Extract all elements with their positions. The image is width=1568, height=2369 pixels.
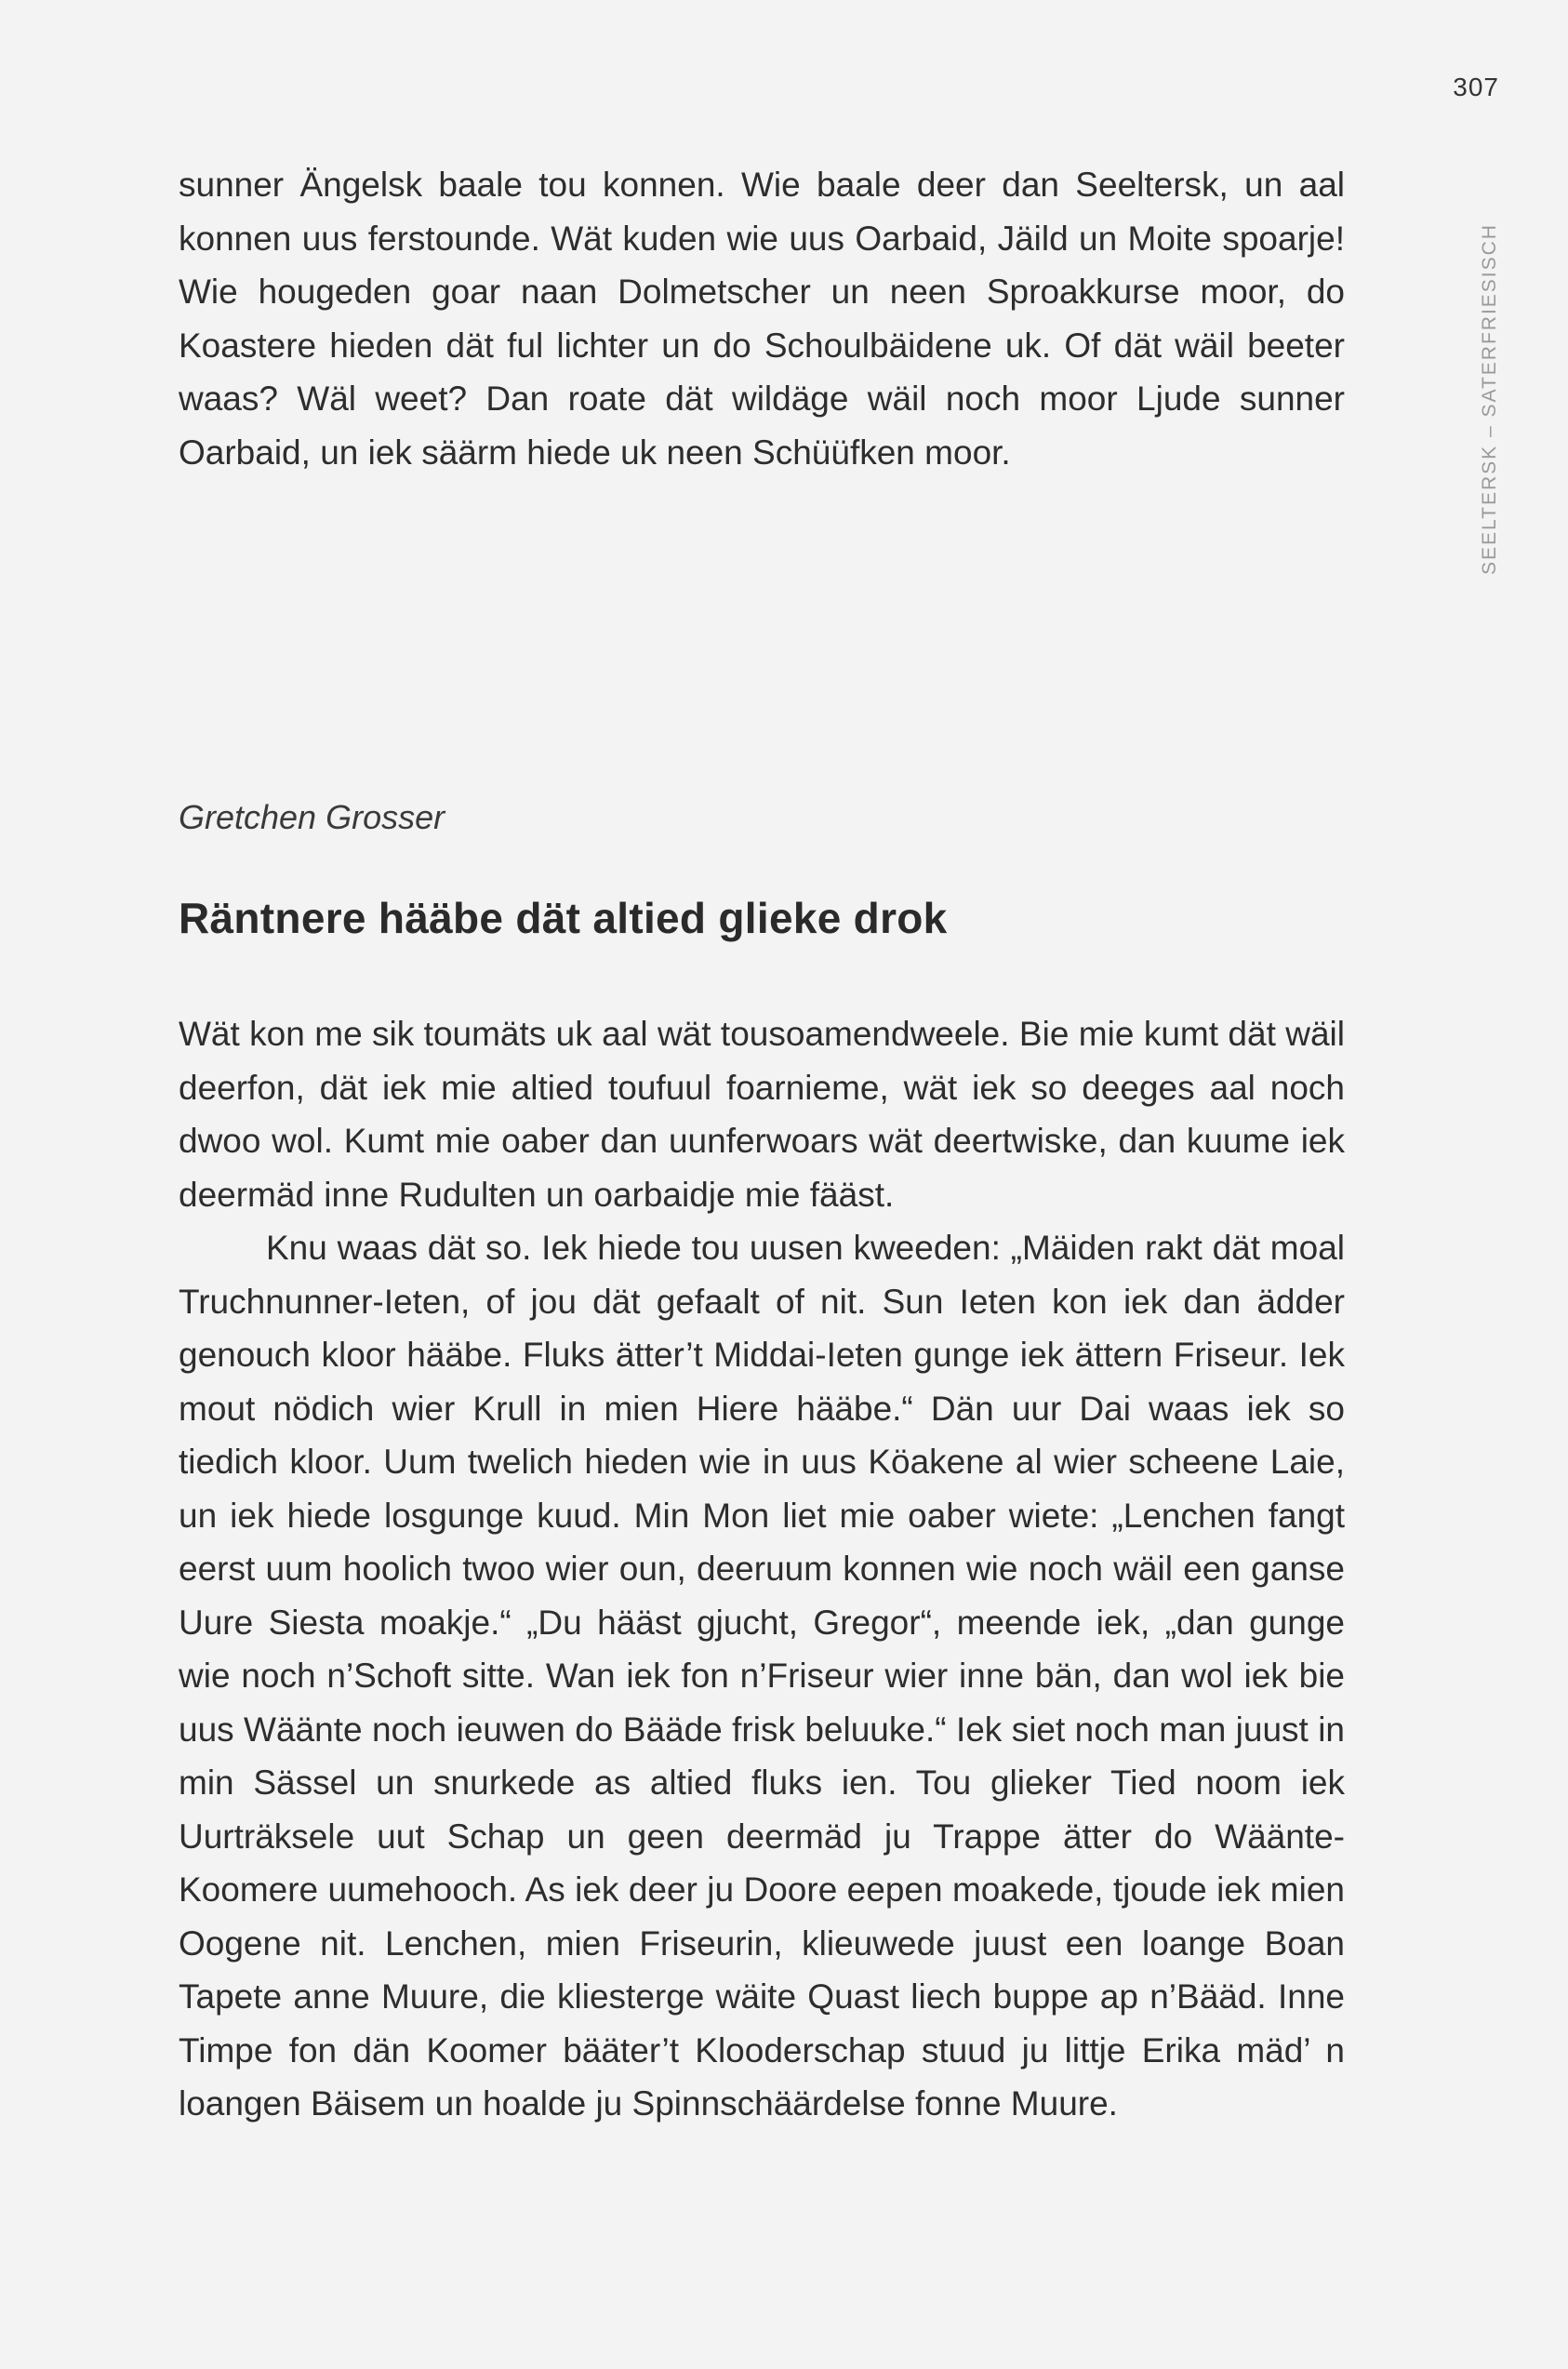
- article-author: Gretchen Grosser: [179, 798, 445, 836]
- article-title: Räntnere hääbe dät altied glieke drok: [179, 894, 948, 942]
- article-body: [179, 1007, 1345, 2131]
- article-paragraph-2: Knu waas dät so. Iek hiede tou uusen kweeden: „Mäiden rakt dät moal Truchnunner-Ieten, of jou dät gefaalt of nit. Sun Ieten kon iek dan ädder genouch kloor hääbe. Fluks ätter’t Middai-Ieten gunge iek ättern Friseur. Iek mout nödich wier Krull in mien Hiere hääbe.“ Dän uur Dai waas iek so tiedich kloor. Uum twelich hieden wie in uus Köakene al wier scheene Laie, un iek hiede losgunge kuud. Min Mon liet mie oaber wiete: „Lenchen fangt eerst uum hoolich twoo wier oun, deeruum konnen wie noch wäil een ganse Uure Siesta moakje.“ „Du hääst gjucht, Gregor“, meende iek, „dan gunge wie noch n’Schoft sitte. Wan iek fon n’Friseur wier inne bän, dan wol iek bie uus Wäänte noch ieuwen do Bääde frisk beluuke.“ Iek siet noch man juust in min Sässel un snurkede as altied fluks ien. Tou glieker Tied noom iek Uurträksele uut Schap un geen deermäd ju Trappe ätter do Wäänte-Koomere uumehooch. As iek deer ju Doore eepen moakede, tjoude iek mien Oogene nit. Lenchen, mien Friseurin, klieuwede juust een loange Boan Tapete anne Muure, die kliesterge wäite Quast liech buppe ap n’Bääd. Inne Timpe fon dän Koomer bääter’t Klooderschap stuud ju littje Erika mäd’ n loangen Bäisem un hoalde ju Spinnschäärdelse fonne Muure.: [179, 1229, 1345, 2123]
- article-paragraph-1: Wät kon me sik toumäts uk aal wät tousoamendweele. Bie mie kumt dät wäil deerfon, dät iek mie altied toufuul foarnieme, wät iek so deeges aal noch dwoo wol. Kumt mie oaber dan uunferwoars wät deertwiske, dan kuume iek deermäd inne Rudulten un oarbaidje mie fääst.: [179, 1015, 1345, 1214]
- intro-paragraph: sunner Ängelsk baale tou konnen. Wie baale deer dan Seeltersk, un aal konnen uus ferstounde. Wät kuden wie uus Oarbaid, Jäild un Moite spoarje! Wie hougeden goar naan Dolmetscher un neen Sproakkurse moor, do Koastere hieden dät ful lichter un do Schoulbäidene uk. Of dät wäil beeter waas? Wäl weet? Dan roate dät wildäge wäil noch moor Ljude sunner Oarbaid, un iek säärm hiede uk neen Schüüfken moor.: [179, 166, 1345, 472]
- page-number: 307: [1453, 73, 1499, 101]
- section-side-label: SEELTERSK – SATERFRIESISCH: [1479, 223, 1500, 575]
- intro-block: [179, 158, 1345, 479]
